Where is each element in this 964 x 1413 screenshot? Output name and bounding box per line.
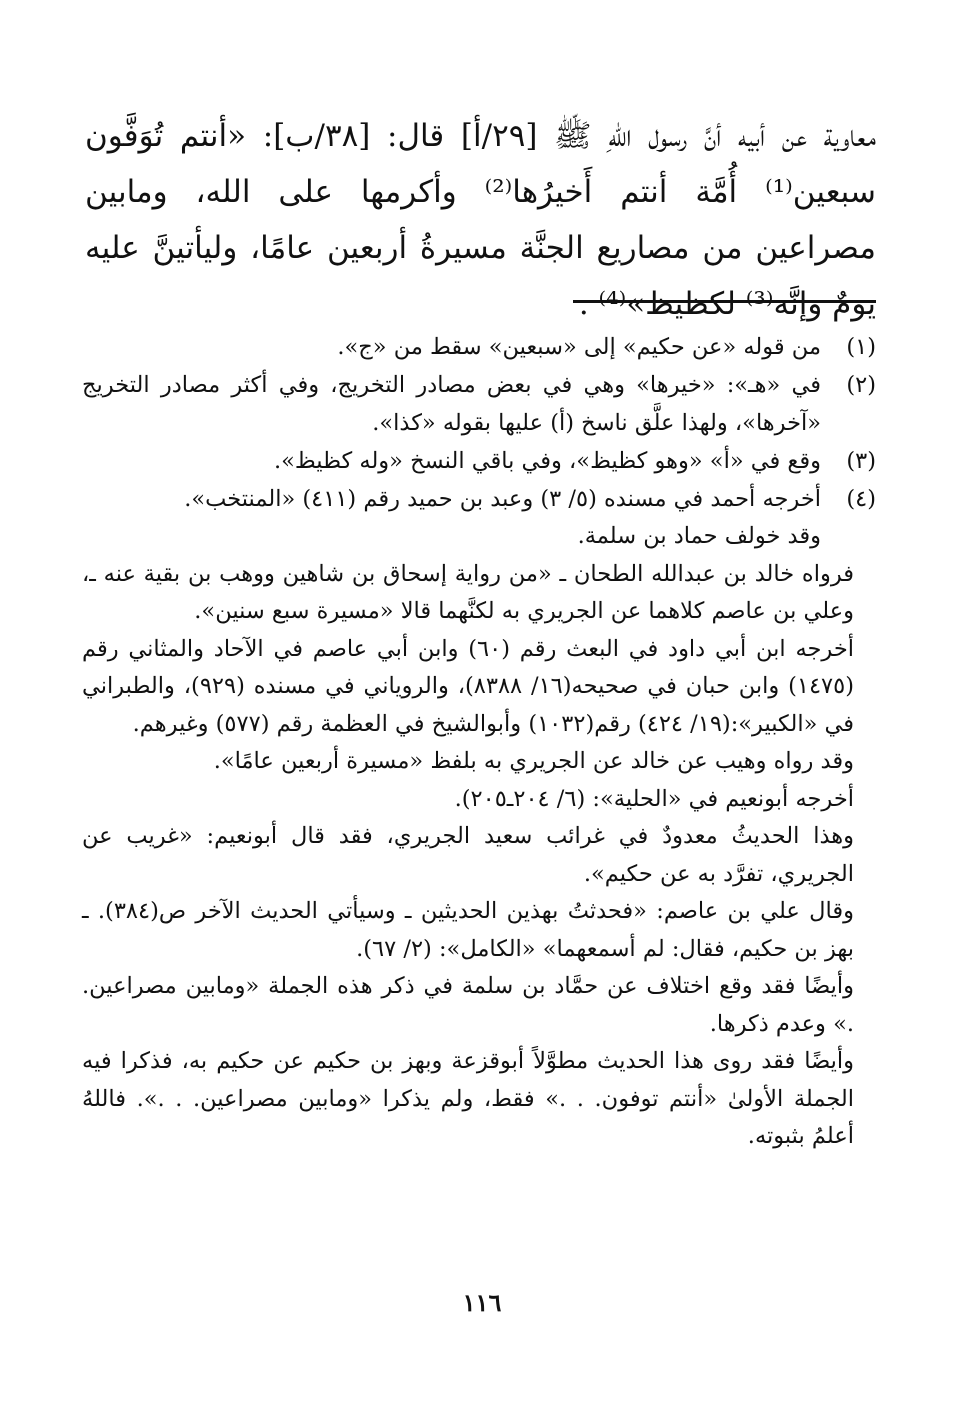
footnote-4 (82, 480, 876, 518)
footnote-4-paragraph-4: وقال علي بن عاصم: «فحدثتُ بهذين الحديثين ـ وسيأتي الحديث الآخر ص(٣٨٤). ـ بهز بن حكيم، فقال: لم أسمعهما» «الكامل»: (٢/ ٦٧). (82, 898, 854, 962)
footnote-number: (٢) (846, 372, 876, 398)
footnote-number: (٣) (846, 448, 876, 474)
page-number: ١١٦ (462, 1288, 502, 1317)
main-paragraph: معاوية عن أبيه أنَّ رسول اللهِ ﷺ [٢٩/أ] قال: [٣٨/ب]: «أنتم تُوَفَّون سبعين⁽¹⁾ أُمَّة أنتم أَخيرُها⁽²⁾ وأكرمها على الله، ومابين مصراعين من مصاريع الجنَّة مسيرةُ أربعين عامًا، وليأتينَّ عليه يومٌ وإنَّه⁽³⁾ لكظيظ»⁽⁴⁾ . (85, 118, 876, 322)
footnote-4-paragraph-2: أخرجه ابن أبي داود في البعث رقم (٦٠) وابن أبي عاصم في الآحاد والمثاني رقم (١٤٧٥) وابن حبان في صحيحه(١٦/ ٨٣٨٨)، والروياني في مسنده (٩٢٩)، والطبراني في «الكبير»:(١٩/ ٤٢٤) رقم(١٠٣٢) وأبوالشيخ في العظمة رقم (٥٧٧) وغيرهم. (82, 635, 855, 737)
footnote-number: (١) (846, 334, 876, 360)
footnote-4-line-3: أخرجه أبونعيم في «الحلية»: (٦/ ٢٠٤ـ٢٠٥). (454, 785, 854, 812)
footnote-number: (٤) (846, 486, 876, 512)
footnote-text: من قوله «عن حكيم» إلى «سبعين» سقط من «ج». (337, 334, 821, 360)
footnote-4-paragraph-6: وأيضًا فقد روى هذا الحديث مطوَّلاً أبوقزعة وبهز بن حكيم عن حكيم به، فذكرا فيه الجملة الأولىٰ «أنتم توفون. . .» فقط، ولم يذكرا «ومابين مصراعين. . .». فاللهُ أعلمُ بثبوته. (82, 1048, 854, 1149)
footnote-4-paragraph-3: وهذا الحديثُ معدودٌ في غرائب سعيد الجريري، فقد قال أبونعيم: «غريب عن الجريري، تفرَّد به عن حكيم». (82, 823, 854, 887)
footnote-1 (82, 328, 876, 366)
footnote-4-line-1: وقد خولف حماد بن سلمة. (577, 523, 821, 549)
footnote-2 (82, 366, 876, 442)
footnote-text: أخرجه أحمد في مسنده (٥/ ٣) وعبد بن حميد رقم (٤١١) «المنتخب». (184, 486, 821, 512)
footnote-text: في «هـ»: «خيرها» وهي في بعض مصادر التخريج، وفي أكثر مصادر التخريج «آخرها»، ولهذا علَّق ناسخ (أ) عليها بقوله «كذا». (82, 372, 821, 436)
footnote-text: وقع في «أ» «وهو كظيظ»، وفي باقي النسخ «وله كظيظ». (274, 448, 821, 474)
footnotes-section (82, 328, 876, 1156)
footnote-3 (82, 442, 876, 480)
footnote-4-line-2: وقد رواه وهيب عن خالد عن الجريري به بلفظ «مسيرة أربعين عامًا». (213, 748, 854, 774)
footnote-4-paragraph-5: وأيضًا فقد وقع اختلاف عن حمَّاد بن سلمة في ذكر هذه الجملة «ومابين مصراعين. .» وعدم ذكرها. (82, 973, 854, 1037)
footnote-4-paragraph-1: فرواه خالد بن عبدالله الطحان ـ «من رواية إسحاق بن شاهين ووهب بن بقية عنه ـ، وعلي بن عاصم كلاهما عن الجريري به لكنَّهما قالا «مسيرة سبع سنين». (82, 560, 854, 624)
footnote-separator (573, 300, 876, 303)
main-text-block (85, 108, 876, 332)
